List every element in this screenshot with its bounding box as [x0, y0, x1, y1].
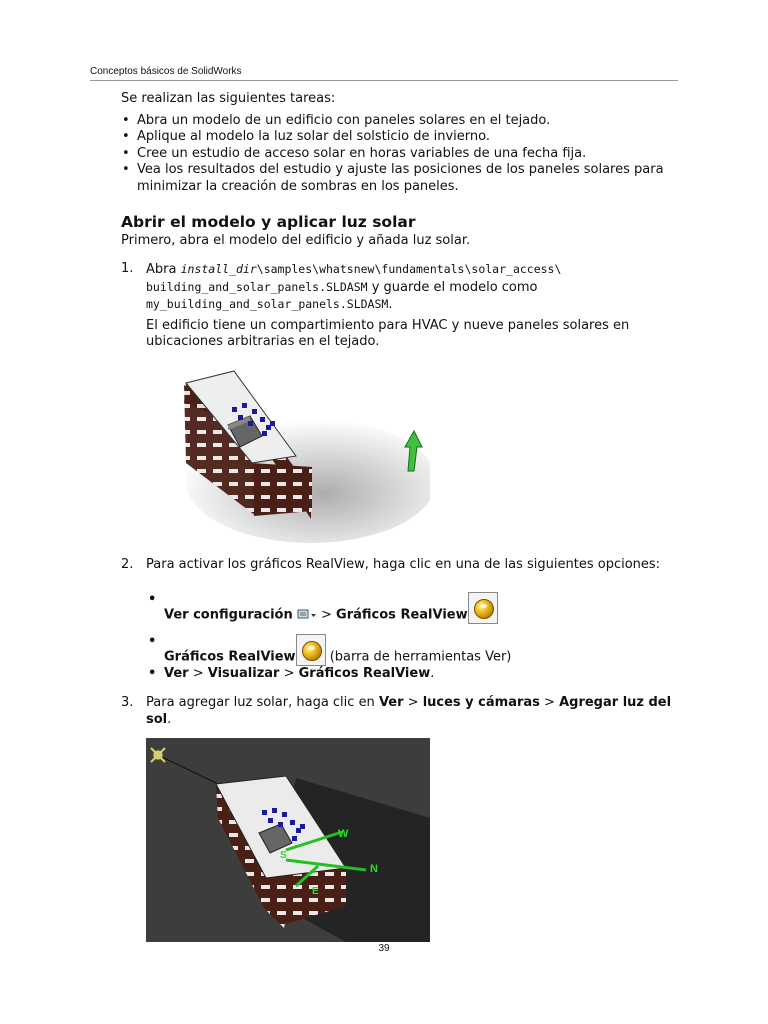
compass-s: S — [280, 850, 287, 861]
save-as-filename: my_building_and_solar_panels.SLDASM — [146, 297, 389, 311]
section-lead: Primero, abra el modelo del edificio y añada luz solar. — [121, 232, 471, 248]
step-1-text — [146, 261, 681, 314]
step-3-lead: Para agregar luz solar, haga clic en — [146, 695, 379, 710]
step-number: 1. — [121, 261, 134, 276]
step-3-text — [146, 695, 681, 728]
save-text: y guarde el modelo como — [367, 279, 538, 295]
menu-label[interactable]: Agregar luz del sol — [146, 695, 672, 727]
building-model-figure — [146, 361, 430, 544]
step-list — [121, 261, 681, 948]
option-list — [146, 592, 681, 683]
step-1-open-word: Abra — [146, 262, 181, 277]
page-number: 39 — [378, 943, 390, 954]
step-3 — [121, 695, 681, 948]
compass-w: W — [338, 828, 349, 840]
compass-n: N — [370, 863, 378, 875]
menu-separator: > — [539, 695, 560, 710]
page-content — [121, 91, 681, 948]
toolbar-note: (barra de herramientas Ver) — [325, 649, 512, 664]
option-item — [146, 634, 681, 666]
option-item — [146, 666, 681, 683]
step-1 — [121, 261, 681, 549]
menu-separator: > — [188, 665, 208, 681]
menu-label[interactable]: luces y cámaras — [422, 695, 540, 710]
running-header: Conceptos básicos de SolidWorks — [90, 66, 242, 77]
menu-label[interactable]: Ver — [378, 695, 404, 710]
menu-separator: > — [321, 607, 337, 622]
section-heading: Abrir el modelo y aplicar luz solar — [121, 213, 416, 231]
step-2 — [121, 557, 681, 682]
model-path: \samples\whatsnew\fundamentals\solar_access\ building_and_solar_panels.SLDASM — [146, 262, 562, 294]
view-settings-icon[interactable] — [297, 609, 317, 621]
realview-graphics-icon[interactable] — [296, 634, 326, 666]
step-1-note: El edificio tiene un compartimiento para HVAC y nueve paneles solares en ubicaciones arbitrarias en el tejado. — [146, 317, 630, 349]
step-number: 3. — [121, 695, 134, 710]
option-item — [146, 592, 681, 624]
period: . — [430, 665, 435, 681]
menu-label[interactable]: Gráficos RealView — [298, 665, 431, 681]
install-dir-path: install_dir — [180, 262, 257, 276]
period: . — [167, 711, 172, 727]
sun-light-icon — [151, 748, 165, 762]
menu-separator: > — [403, 695, 423, 710]
step-2-text: Para activar los gráficos RealView, haga clic en una de las siguientes opciones: — [146, 557, 661, 572]
task-list — [121, 113, 681, 196]
menu-separator: > — [279, 665, 299, 681]
menu-label[interactable]: Visualizar — [207, 665, 280, 681]
compass-e: E — [312, 886, 319, 897]
menu-label[interactable]: Ver — [164, 665, 189, 681]
menu-label[interactable]: Gráficos RealView — [336, 607, 468, 622]
realview-graphics-icon[interactable] — [468, 592, 498, 624]
step-number: 2. — [121, 557, 134, 572]
sunlight-model-figure — [146, 738, 430, 942]
task-item: • Abra un modelo de un edificio con paneles solares en el tejado. — [121, 113, 681, 130]
task-item: • Aplique al modelo la luz solar del solsticio de invierno. — [121, 129, 681, 146]
menu-label[interactable]: Ver configuración — [164, 607, 293, 622]
header-rule — [90, 80, 678, 81]
task-item: • Cree un estudio de acceso solar en horas variables de una fecha fija. — [121, 146, 681, 163]
menu-label[interactable]: Gráficos RealView — [164, 649, 296, 664]
period: . — [388, 297, 393, 312]
intro-text: Se realizan las siguientes tareas: — [121, 91, 336, 106]
task-item: • Vea los resultados del estudio y ajuste las posiciones de los paneles solares para minimizar la creación de sombras en los paneles. — [121, 162, 681, 195]
